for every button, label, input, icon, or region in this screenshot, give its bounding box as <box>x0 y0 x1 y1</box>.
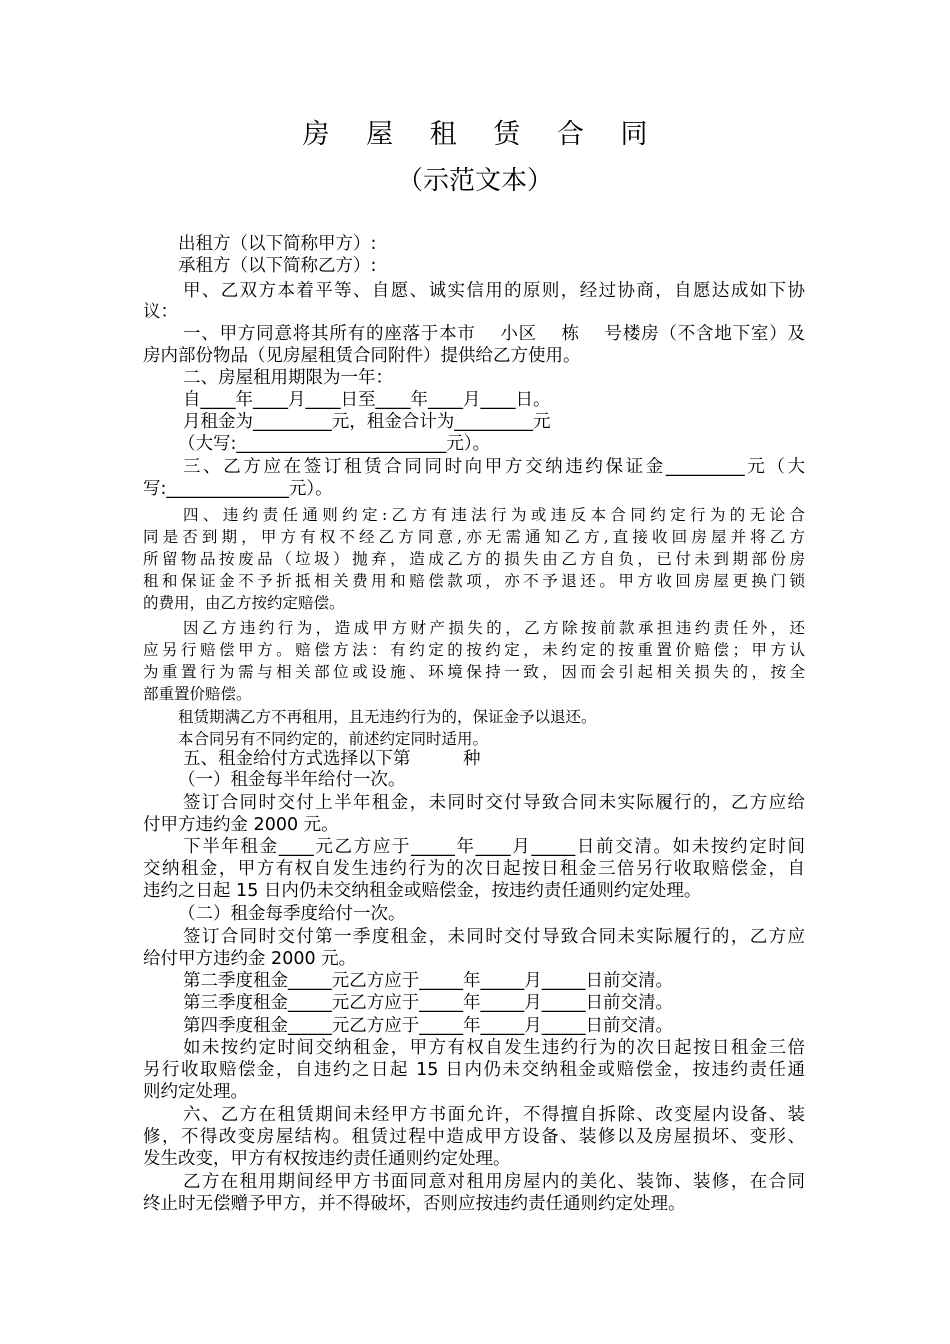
paragraph-line: （大写:________________________元）。 <box>178 434 491 454</box>
paragraph-line: 下半年租金____元乙方应于_____年____月_____日前交清。如未按约定时间 <box>183 837 805 857</box>
paragraph-line: 房内部份物品（见房屋租赁合同附件）提供给乙方使用。 <box>143 346 581 366</box>
paragraph-line: 甲、乙双方本着平等、自愿、诚实信用的原则，经过协商，自愿达成如下协 <box>183 281 805 301</box>
paragraph-line: 给付甲方违约金 2000 元。 <box>143 949 357 969</box>
paragraph-line: 租赁期满乙方不再租用，且无违约行为的，保证金予以退还。 <box>178 708 597 726</box>
paragraph-line: 一、甲方同意将其所有的座落于本市 小区 栋 号楼房（不含地下室）及 <box>183 324 805 344</box>
paragraph-line: 乙方在租用期间经甲方书面同意对租用房屋内的美化、装饰、装修，在合同 <box>183 1172 805 1192</box>
paragraph-line: 修，不得改变房屋结构。租赁过程中造成甲方设备、装修以及房屋损坏、变形、 <box>143 1127 805 1147</box>
paragraph-line: 发生改变，甲方有权按违约责任通则约定处理。 <box>143 1149 511 1169</box>
paragraph-line: 第三季度租金_____元乙方应于_____年_____月_____日前交清。 <box>183 993 673 1013</box>
document-subtitle: （示范文本） <box>396 166 553 196</box>
paragraph-line: 二、房屋租用期限为一年： <box>183 368 393 388</box>
paragraph-line: 六、乙方在租赁期间未经甲方书面允许，不得擅自拆除、改变屋内设备、装 <box>183 1105 805 1125</box>
paragraph-line: 签订合同时交付第一季度租金，未同时交付导致合同未实际履行的，乙方应 <box>183 927 805 947</box>
paragraph-line: 如未按约定时间交纳租金，甲方有权自发生违约行为的次日起按日租金三倍 <box>183 1038 805 1058</box>
paragraph-line: 四、违约责任通则约定:乙方有违法行为或违反本合同约定行为的无论合 <box>183 506 805 524</box>
paragraph-line: 同是否到期，甲方有权不经乙方同意,亦无需通知乙方,直接收回房屋并将乙方 <box>143 528 805 546</box>
paragraph-line: 则约定处理。 <box>143 1082 248 1102</box>
paragraph-line: 签订合同时交付上半年租金，未同时交付导致合同未实际履行的，乙方应给 <box>183 793 805 813</box>
paragraph-line: 因乙方违约行为，造成甲方财产损失的，乙方除按前款承担违约责任外，还 <box>183 619 805 637</box>
paragraph-line: 月租金为_________元，租金合计为_________元 <box>183 412 551 432</box>
paragraph-line: 五、租金给付方式选择以下第 种 <box>183 749 481 769</box>
paragraph-line: 自____年____月____日至____年____月____日。 <box>183 390 551 410</box>
paragraph-line: （二）租金每季度给付一次。 <box>178 904 406 924</box>
paragraph-line: 终止时无偿赠予甲方，并不得破坏，否则应按违约责任通则约定处理。 <box>143 1194 686 1214</box>
paragraph-line: 违约之日起 15 日内仍未交纳租金或赔偿金，按违约责任通则约定处理。 <box>143 881 702 901</box>
paragraph-line: 第二季度租金_____元乙方应于_____年_____月_____日前交清。 <box>183 971 673 991</box>
paragraph-line: 议： <box>143 302 178 322</box>
paragraph-line: 另行收取赔偿金，自违约之日起 15 日内仍未交纳租金或赔偿金，按违约责任通 <box>143 1060 805 1080</box>
paragraph-line: 为重置行为需与相关部位或设施、环境保持一致，因而会引起相关损失的，按全 <box>143 663 805 681</box>
paragraph-line: 本合同另有不同约定的，前述约定同时适用。 <box>178 730 489 748</box>
paragraph-line: 应另行赔偿甲方。赔偿方法：有约定的按约定，未约定的按重置价赔偿；甲方认 <box>143 641 805 659</box>
paragraph-line: 租和保证金不予折抵相关费用和赔偿款项，亦不予退还。甲方收回房屋更换门锁 <box>143 572 805 590</box>
paragraph-line: 三、乙方应在签订租赁合同同时向甲方交纳违约保证金_________元（大 <box>183 457 805 477</box>
paragraph-line: 部重置价赔偿。 <box>143 685 252 703</box>
document-title: 房 屋 租 赁 合 同 <box>302 119 662 150</box>
paragraph-line: 付甲方违约金 2000 元。 <box>143 815 339 835</box>
paragraph-line: （一）租金每半年给付一次。 <box>178 770 406 790</box>
paragraph-line: 承租方（以下简称乙方）: <box>178 256 377 276</box>
paragraph-line: 交纳租金，甲方有权自发生违约行为的次日起按日租金三倍另行收取赔偿金，自 <box>143 859 805 879</box>
paragraph-line: 写:______________元）。 <box>143 479 333 499</box>
paragraph-line: 的费用，由乙方按约定赔偿。 <box>143 594 345 612</box>
paragraph-line: 出租方（以下简称甲方）: <box>178 234 377 254</box>
paragraph-line: 第四季度租金_____元乙方应于_____年_____月_____日前交清。 <box>183 1016 673 1036</box>
paragraph-line: 所留物品按废品（垃圾）抛弃，造成乙方的损失由乙方自负，已付未到期部份房 <box>143 550 805 568</box>
